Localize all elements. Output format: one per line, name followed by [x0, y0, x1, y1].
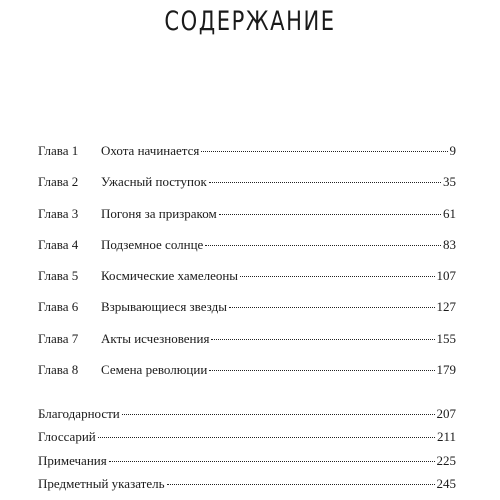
page-number: 245 [436, 475, 456, 491]
chapter-number: Глава 7 [38, 330, 79, 346]
chapter-title: Охота начинается [101, 143, 200, 158]
page-number: 9 [449, 143, 456, 158]
entry-title: Примечания [38, 452, 107, 468]
chapter-title: Взрывающиеся звезды [101, 299, 227, 315]
page-number: 225 [436, 452, 456, 468]
toc-entry-chapter-2 [38, 174, 456, 205]
toc-entry-notes [38, 453, 456, 476]
dot-leader [122, 414, 435, 415]
chapter-number: Глава 5 [38, 268, 79, 284]
entry-title: Благодарности [38, 406, 120, 421]
dot-leader [229, 307, 435, 308]
dot-leader [201, 151, 447, 152]
chapter-title: Подземное солнце [101, 236, 204, 252]
chapter-title: Погоня за призраком [101, 205, 217, 221]
chapter-list [38, 143, 456, 393]
toc-entry-chapter-6 [38, 299, 456, 330]
chapter-title: Семена революции [101, 362, 208, 378]
page-number: 107 [436, 268, 456, 284]
chapter-number: Глава 8 [38, 362, 79, 378]
chapter-title: Акты исчезновения [101, 330, 210, 346]
chapter-number: Глава 2 [38, 174, 79, 190]
chapter-title: Ужасный поступок [101, 174, 207, 190]
toc-entry-chapter-4 [38, 237, 456, 268]
toc-entry-index [38, 476, 456, 499]
page-number: 83 [443, 236, 456, 252]
dot-leader [219, 214, 441, 215]
page-number: 179 [436, 362, 456, 378]
dot-leader [240, 276, 434, 277]
page-number: 207 [436, 406, 456, 421]
page-title: СОДЕРЖАНИЕ [164, 6, 336, 37]
dot-leader [98, 437, 435, 438]
dot-leader [109, 461, 435, 462]
page-number: 127 [436, 299, 456, 315]
toc-entry-chapter-5 [38, 268, 456, 299]
toc-entry-chapter-3 [38, 206, 456, 237]
dot-leader [209, 182, 441, 183]
toc-entry-acknowledgements [38, 406, 456, 429]
entry-title: Глоссарий [38, 429, 96, 445]
chapter-title: Космические хамелеоны [101, 268, 239, 284]
page-number: 61 [443, 205, 456, 221]
chapter-number: Глава 3 [38, 205, 79, 221]
toc-entry-chapter-8 [38, 362, 456, 393]
dot-leader [167, 484, 435, 485]
dot-leader [211, 339, 434, 340]
dot-leader [205, 245, 441, 246]
dot-leader [209, 370, 434, 371]
entry-title: Предметный указатель [38, 475, 165, 491]
chapter-number: Глава 1 [38, 143, 79, 158]
chapter-number: Глава 4 [38, 236, 79, 252]
toc-entry-chapter-7 [38, 331, 456, 362]
toc-entry-chapter-1 [38, 143, 456, 174]
chapter-number: Глава 6 [38, 299, 79, 315]
toc-entry-glossary [38, 429, 456, 452]
back-matter-list [38, 406, 456, 499]
page-number: 155 [436, 330, 456, 346]
page-number: 35 [443, 174, 456, 190]
page-number: 211 [436, 429, 456, 445]
